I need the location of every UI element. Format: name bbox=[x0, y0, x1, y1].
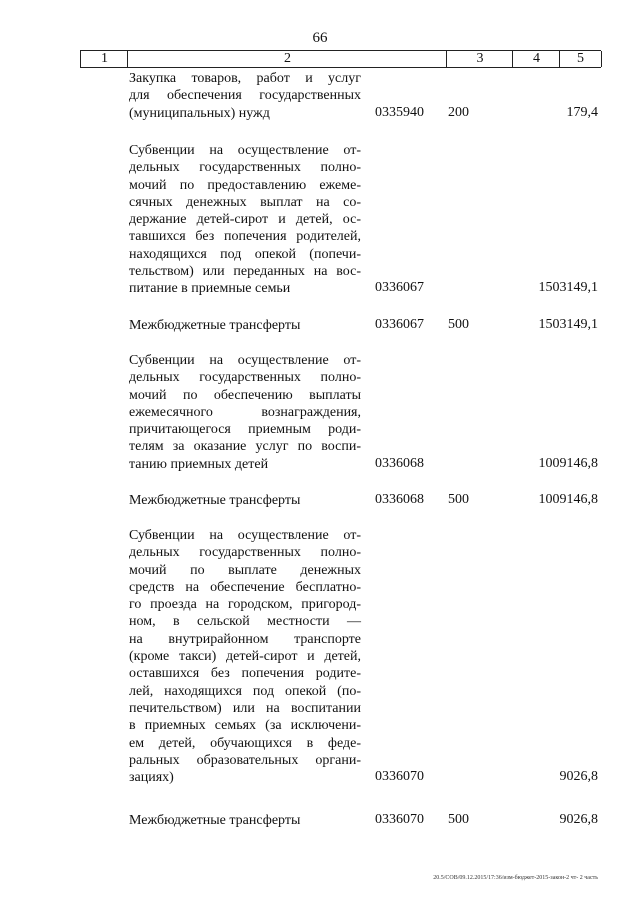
row-expense-type: 500 bbox=[448, 317, 469, 332]
row-expense-type: 200 bbox=[448, 104, 469, 120]
row-amount: 1009146,8 bbox=[538, 455, 598, 471]
description-line: Субвенции на осуществление от- bbox=[129, 143, 361, 158]
description-line: для обеспечения государственных bbox=[129, 88, 361, 104]
row-code: 0336070 bbox=[375, 812, 424, 827]
description-line: на внутрирайонном транспорте bbox=[129, 631, 361, 647]
description-line: лей, находящихся под опекой (по- bbox=[129, 683, 361, 699]
row-description bbox=[129, 812, 361, 829]
description-line: мочий по обеспечению выплаты bbox=[129, 387, 361, 403]
row-expense-type: 500 bbox=[448, 492, 469, 507]
description-line: дельных государственных полно- bbox=[129, 370, 361, 386]
description-line: го проезда на городском, пригород- bbox=[129, 597, 361, 613]
description-line: оставшихся без попечения родите- bbox=[129, 666, 361, 682]
description-line: Закупка товаров, работ и услуг bbox=[129, 71, 361, 86]
row-amount: 1009146,8 bbox=[538, 492, 598, 507]
description-line: ральных образовательных органи- bbox=[129, 752, 361, 768]
row-code: 0336068 bbox=[375, 455, 424, 471]
description-line: находящихся под опекой (попечи- bbox=[129, 246, 361, 262]
row-code: 0336068 bbox=[375, 492, 424, 507]
header-col-3: 3 bbox=[446, 51, 513, 67]
row-description bbox=[129, 352, 361, 473]
description-line: (кроме такси) детей-сирот и детей, bbox=[129, 649, 361, 665]
description-line: Межбюджетные трансферты bbox=[129, 813, 301, 828]
description-line: Межбюджетные трансферты bbox=[129, 493, 301, 508]
row-code: 0335940 bbox=[375, 104, 424, 120]
row-amount: 179,4 bbox=[566, 104, 598, 120]
description-line: зациях) bbox=[129, 770, 174, 786]
row-description bbox=[129, 492, 361, 509]
row-description bbox=[129, 527, 361, 786]
row-amount: 1503149,1 bbox=[538, 317, 598, 332]
description-line: (муниципальных) нужд bbox=[129, 105, 270, 121]
description-line: Субвенции на осуществление от- bbox=[129, 528, 361, 543]
description-line: телям за оказание услуг по воспи- bbox=[129, 439, 361, 455]
description-line: мочий по предоставлению ежеме- bbox=[129, 177, 361, 193]
description-line: Субвенции на осуществление от- bbox=[129, 353, 361, 368]
description-line: ном, в сельской местности — bbox=[129, 614, 361, 630]
description-line: причитающегося приемным роди- bbox=[129, 422, 361, 438]
description-line: Межбюджетные трансферты bbox=[129, 318, 301, 333]
row-code: 0336067 bbox=[375, 280, 424, 296]
description-line: танию приемных детей bbox=[129, 456, 269, 472]
table-header bbox=[80, 50, 601, 68]
description-line: ем детей, обучающихся в феде- bbox=[129, 735, 361, 751]
description-line: дельных государственных полно- bbox=[129, 160, 361, 176]
header-col-1: 1 bbox=[80, 51, 128, 67]
page-number: 66 bbox=[312, 30, 328, 46]
description-line: средств на обеспечение бесплатно- bbox=[129, 579, 361, 595]
row-code: 0336070 bbox=[375, 769, 424, 785]
footer-stamp: 20.5/СОВ/09.12.2015/17:36/изм-бюджет-2015-закон-2 чт- 2 часть bbox=[433, 875, 598, 881]
description-line: держание детей-сирот и детей, ос- bbox=[129, 212, 361, 228]
row-description bbox=[129, 317, 361, 334]
description-line: питание в приемные семьи bbox=[129, 281, 291, 297]
description-line: дельных государственных полно- bbox=[129, 545, 361, 561]
description-line: печительством) или на воспитании bbox=[129, 700, 361, 716]
row-expense-type: 500 bbox=[448, 812, 469, 827]
row-description bbox=[129, 70, 361, 122]
header-col-2: 2 bbox=[127, 51, 447, 67]
header-col-4: 4 bbox=[512, 51, 560, 67]
description-line: тельством) или переданных на вос- bbox=[129, 264, 361, 280]
description-line: ежемесячного вознаграждения, bbox=[129, 404, 361, 420]
row-amount: 9026,8 bbox=[559, 769, 598, 785]
description-line: сячных денежных выплат на со- bbox=[129, 194, 361, 210]
description-line: мочий по выплате денежных bbox=[129, 562, 361, 578]
row-amount: 1503149,1 bbox=[538, 280, 598, 296]
description-line: в приемных семьях (за исключени- bbox=[129, 718, 361, 734]
description-line: тавшихся без попечения родителей, bbox=[129, 229, 361, 245]
row-amount: 9026,8 bbox=[559, 812, 598, 827]
header-col-5: 5 bbox=[559, 51, 602, 67]
row-code: 0336067 bbox=[375, 317, 424, 332]
row-description bbox=[129, 142, 361, 298]
